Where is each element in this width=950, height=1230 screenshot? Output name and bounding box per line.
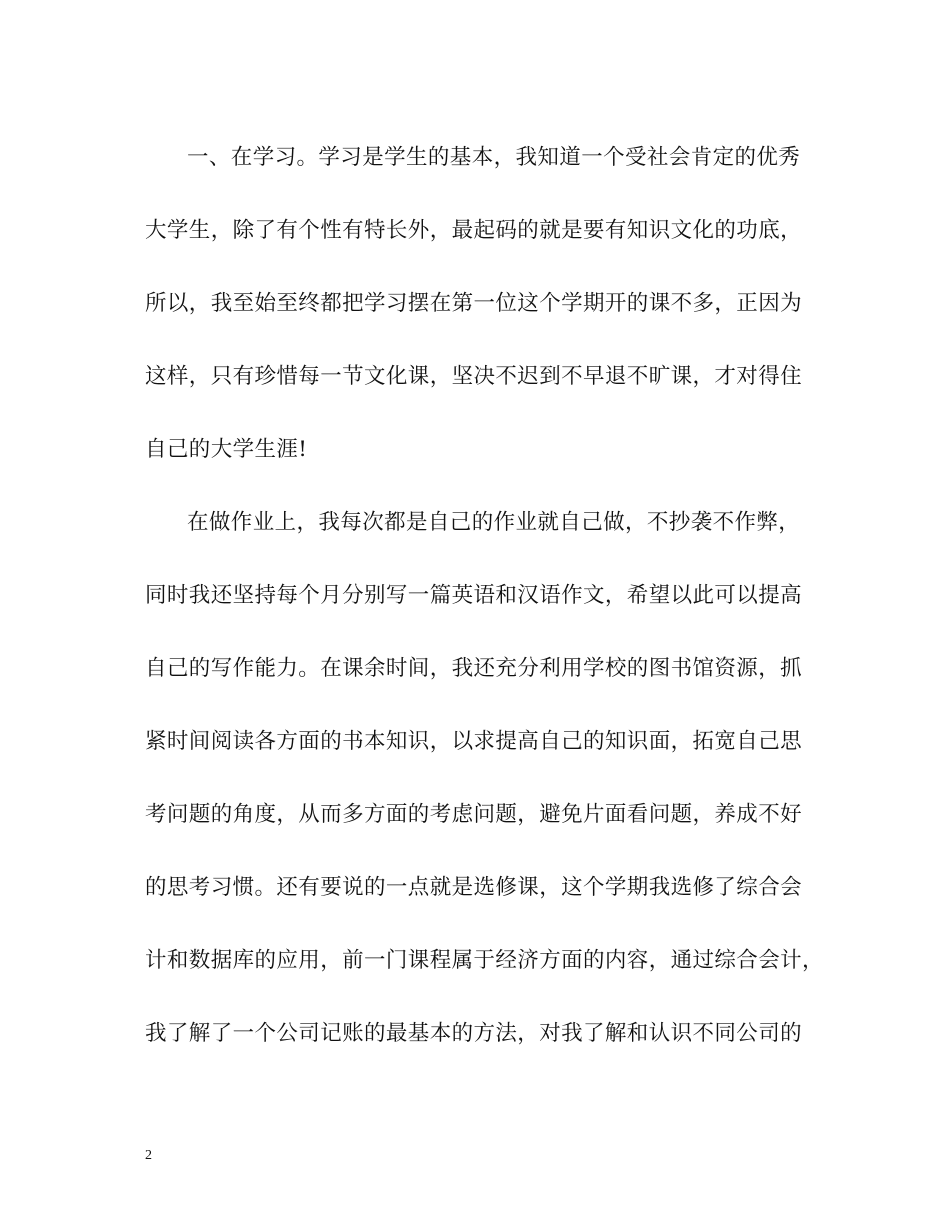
paragraph-2-line-1: 在做作业上，我每次都是自己的作业就自己做，不抄袭不作弊， [187, 510, 801, 535]
paragraph-2-line-5: 考问题的角度，从而多方面的考虑问题，避免片面看问题，养成不好 [145, 802, 803, 827]
paragraph-2-line-4: 紧时间阅读各方面的书本知识，以求提高自己的知识面，拓宽自己思 [145, 729, 803, 754]
paragraph-1-line-5: 自己的大学生涯! [145, 437, 308, 462]
paragraph-1-line-3: 所以，我至始至终都把学习摆在第一位这个学期开的课不多，正因为 [145, 291, 803, 316]
paragraph-1-line-1: 一、在学习。学习是学生的基本，我知道一个受社会肯定的优秀 [187, 145, 801, 170]
paragraph-2-line-7: 计和数据库的应用，前一门课程属于经济方面的内容，通过综合会计， [145, 948, 824, 973]
paragraph-2-line-6: 的思考习惯。还有要说的一点就是选修课，这个学期我选修了综合会 [145, 875, 803, 900]
paragraph-1-line-2: 大学生，除了有个性有特长外，最起码的就是要有知识文化的功底， [145, 218, 803, 243]
paragraph-2-line-3: 自己的写作能力。在课余时间，我还充分利用学校的图书馆资源，抓 [145, 656, 803, 681]
paragraph-1-line-4: 这样，只有珍惜每一节文化课，坚决不迟到不早退不旷课，才对得住 [145, 364, 803, 389]
page-number: 2 [145, 1148, 152, 1163]
paragraph-2-line-2: 同时我还坚持每个月分别写一篇英语和汉语作文，希望以此可以提高 [145, 583, 803, 608]
paragraph-2-line-8: 我了解了一个公司记账的最基本的方法，对我了解和认识不同公司的 [145, 1021, 803, 1046]
